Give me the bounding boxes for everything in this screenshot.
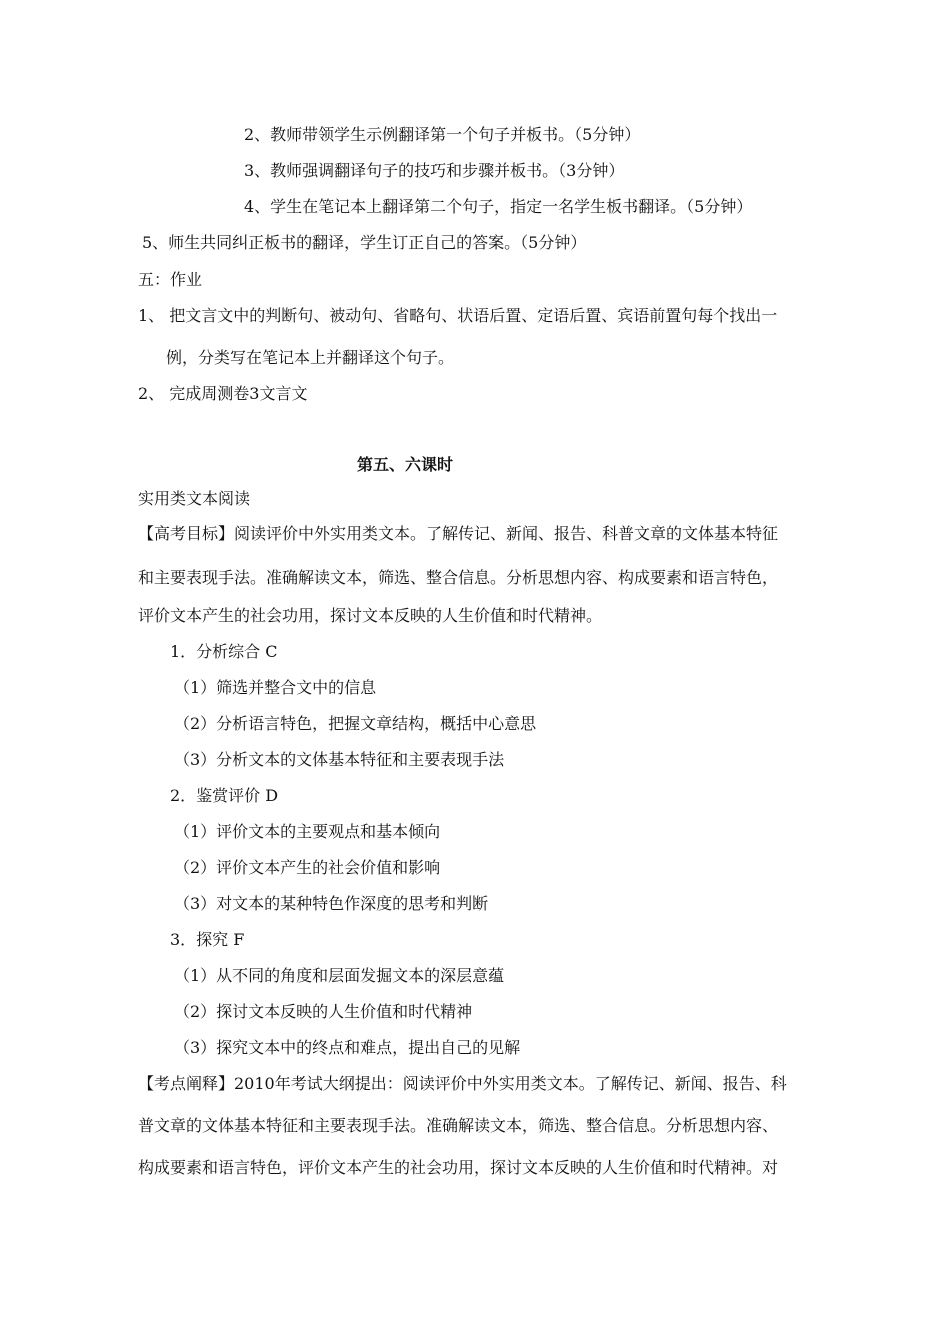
list-heading: 3．探究 F <box>170 930 245 949</box>
text-line: 2、 完成周测卷3文言文 <box>138 384 308 403</box>
section-heading: 实用类文本阅读 <box>138 489 251 508</box>
section-heading: 五：作业 <box>138 270 203 289</box>
list-item: （3）分析文本的文体基本特征和主要表现手法 <box>174 750 505 769</box>
text-line: 构成要素和语言特色，评价文本产生的社会功用，探讨文本反映的人生价值和时代精神。对 <box>138 1158 779 1177</box>
text-line: 【高考目标】阅读评价中外实用类文本。了解传记、新闻、报告、科普文章的文体基本特征 <box>138 524 779 543</box>
text-line: 1、 把文言文中的判断句、被动句、省略句、状语后置、定语后置、宾语前置句每个找出一 <box>138 306 778 325</box>
list-heading: 1．分析综合 C <box>170 642 278 661</box>
text-line: 5、师生共同纠正板书的翻译，学生订正自己的答案。（5分钟） <box>142 233 587 252</box>
list-item: （2）分析语言特色，把握文章结构，概括中心意思 <box>174 714 537 733</box>
text-line: 【考点阐释】2010年考试大纲提出：阅读评价中外实用类文本。了解传记、新闻、报告、科 <box>138 1074 787 1093</box>
text-line: 例，分类写在笔记本上并翻译这个句子。 <box>166 348 455 367</box>
list-item: （3）对文本的某种特色作深度的思考和判断 <box>174 894 489 913</box>
list-heading: 2．鉴赏评价 D <box>170 786 279 805</box>
text-line: 和主要表现手法。准确解读文本，筛选、整合信息。分析思想内容、构成要素和语言特色， <box>138 568 779 587</box>
list-item: （1）从不同的角度和层面发掘文本的深层意蕴 <box>174 966 505 985</box>
list-item: （3）探究文本中的终点和难点，提出自己的见解 <box>174 1038 521 1057</box>
list-item: （2）探讨文本反映的人生价值和时代精神 <box>174 1002 473 1021</box>
page-title: 第五、六课时 <box>357 455 454 474</box>
text-line: 3、教师强调翻译句子的技巧和步骤并板书。（3分钟） <box>244 161 625 180</box>
list-item: （1）筛选并整合文中的信息 <box>174 678 377 697</box>
text-line: 评价文本产生的社会功用，探讨文本反映的人生价值和时代精神。 <box>138 606 603 625</box>
list-item: （1）评价文本的主要观点和基本倾向 <box>174 822 441 841</box>
text-line: 普文章的文体基本特征和主要表现手法。准确解读文本，筛选、整合信息。分析思想内容、 <box>138 1116 779 1135</box>
text-line: 4、学生在笔记本上翻译第二个句子，指定一名学生板书翻译。（5分钟） <box>244 197 753 216</box>
list-item: （2）评价文本产生的社会价值和影响 <box>174 858 441 877</box>
text-line: 2、教师带领学生示例翻译第一个句子并板书。（5分钟） <box>244 125 641 144</box>
